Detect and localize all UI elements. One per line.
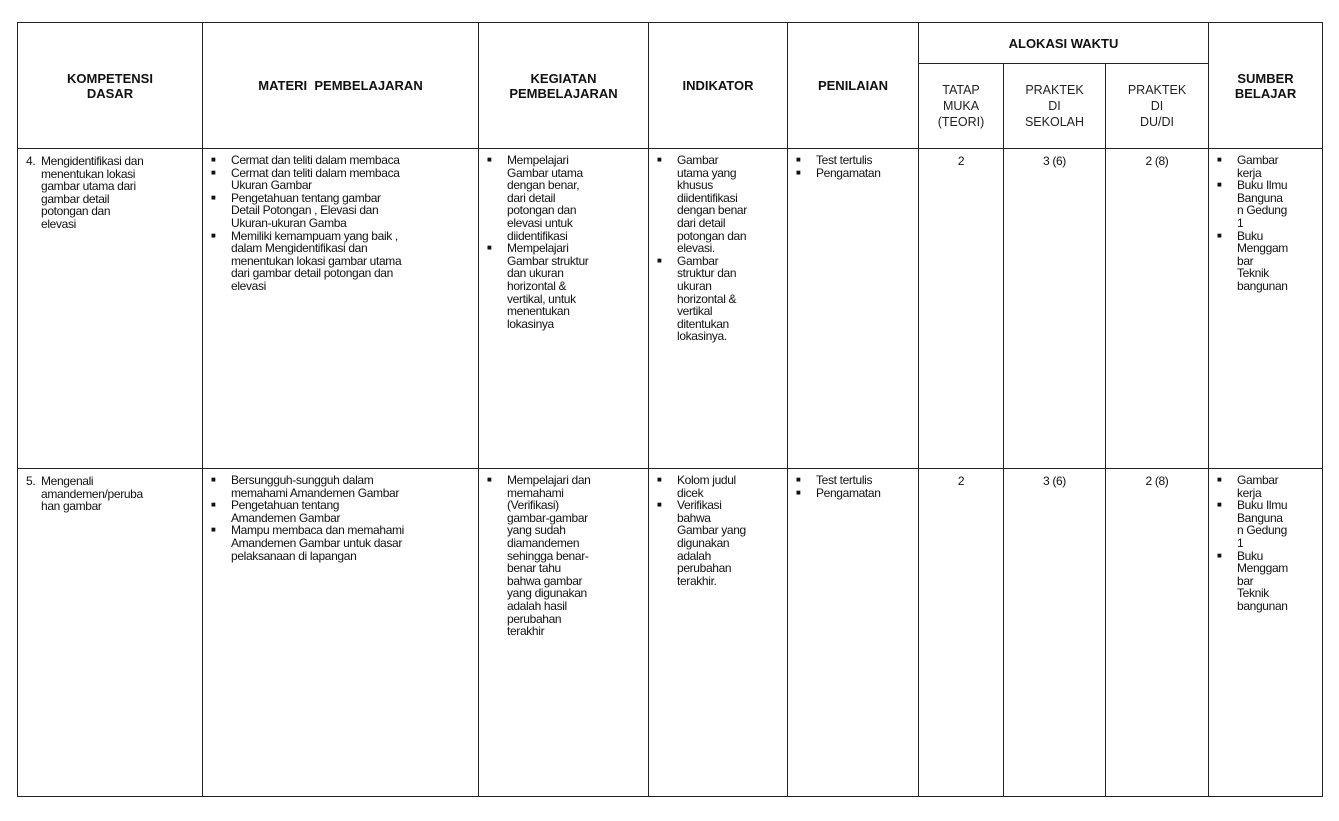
bullet-icon: ■ [657, 475, 662, 484]
indikator-text: Kolom judul dicek [677, 473, 736, 500]
indikator-text: Verifikasi bahwa Gambar yang digunakan adalah perubahan terakhir. [677, 498, 746, 588]
list-item [203, 167, 478, 192]
bullet-icon: ■ [796, 487, 801, 497]
header-kegiatan-pembelajaran: KEGIATAN PEMBELAJARAN [479, 23, 649, 149]
bullet-icon: ■ [657, 255, 662, 265]
materi-text: Cermat dan teliti dalam membaca Ukuran Gambar [231, 165, 400, 193]
bullet-icon: ■ [657, 500, 662, 510]
bullet-icon: ■ [211, 192, 216, 202]
kegiatan-cell [479, 149, 649, 469]
sumber-list [1209, 149, 1322, 293]
sumber-text: Buku Menggam bar Teknik bangunan [1237, 548, 1288, 613]
indikator-list [649, 469, 787, 587]
bullet-icon: ■ [487, 475, 492, 484]
list-item [1209, 230, 1322, 293]
list-item [203, 230, 478, 293]
header-sumber-belajar: SUMBER BELAJAR [1209, 23, 1323, 149]
indikator-text: Gambar struktur dan ukuran horizontal & vertikal ditentukan lokasinya. [677, 253, 737, 344]
header-alokasi-waktu: ALOKASI WAKTU [919, 23, 1209, 64]
kegiatan-text: Mempelajari Gambar utama dengan benar, dari detail potongan dan elevasi untuk diidentifikasi [507, 153, 583, 243]
penilaian-list [788, 149, 918, 179]
syllabus-table [17, 22, 1323, 797]
bullet-icon: ■ [211, 230, 216, 240]
header-indikator: INDIKATOR [649, 23, 788, 149]
bullet-icon: ■ [1217, 500, 1222, 510]
list-item [1209, 154, 1322, 179]
indikator-cell [649, 469, 788, 797]
bullet-icon: ■ [796, 475, 801, 484]
materi-cell [203, 469, 479, 797]
bullet-icon: ■ [1217, 475, 1222, 484]
header-praktek-dudi: PRAKTEK DI DU/DI [1106, 64, 1209, 149]
list-item [1209, 474, 1322, 499]
materi-cell [203, 149, 479, 469]
table-row [18, 149, 1323, 469]
penilaian-text: Pengamatan [816, 165, 881, 180]
bullet-icon: ■ [211, 475, 216, 484]
bullet-icon: ■ [487, 155, 492, 164]
indikator-text: Gambar utama yang khusus diidentifikasi dengan benar dari detail potongan dan elevasi. [677, 153, 747, 256]
bullet-icon: ■ [1217, 230, 1222, 240]
penilaian-text: Pengamatan [816, 485, 881, 500]
sumber-cell [1209, 149, 1323, 469]
kompetensi-text: Mengidentifikasi dan menentukan lokasi gambar utama dari gambar detail potongan dan elevasi [41, 154, 144, 231]
header-penilaian: PENILAIAN [788, 23, 919, 149]
materi-text: Cermat dan teliti dalam membaca [231, 153, 400, 167]
bullet-icon: ■ [211, 155, 216, 164]
bullet-icon: ■ [1217, 180, 1222, 190]
list-item [203, 499, 478, 524]
kegiatan-list [479, 149, 648, 330]
bullet-icon: ■ [1217, 155, 1222, 164]
list-item [649, 154, 787, 255]
table-row [18, 469, 1323, 797]
tatap-muka-value: 2 [919, 469, 1004, 797]
header-kompetensi-dasar: KOMPETENSI DASAR [18, 23, 203, 149]
materi-text: Pengetahuan tentang gambar Detail Potongan , Elevasi dan Ukuran-ukuran Gamba [231, 190, 381, 230]
list-item [1209, 550, 1322, 613]
praktek-dudi-value: 2 (8) [1106, 469, 1209, 797]
kompetensi-number: 4. [26, 154, 36, 168]
list-item [1209, 499, 1322, 549]
list-item [479, 242, 648, 330]
list-item [788, 487, 918, 500]
kompetensi-item [18, 149, 202, 231]
list-item [479, 154, 648, 242]
header-praktek-sekolah: PRAKTEK DI SEKOLAH [1004, 64, 1106, 149]
kegiatan-list [479, 469, 648, 638]
materi-text: Pengetahuan tentang Amandemen Gambar [231, 498, 341, 525]
praktek-dudi-value: 2 (8) [1106, 149, 1209, 469]
list-item [649, 255, 787, 343]
praktek-sekolah-value: 3 (6) [1004, 469, 1106, 797]
materi-list [203, 149, 478, 293]
bullet-icon: ■ [211, 167, 216, 177]
bullet-icon: ■ [796, 167, 801, 177]
kegiatan-cell [479, 469, 649, 797]
sumber-cell [1209, 469, 1323, 797]
bullet-icon: ■ [211, 525, 216, 535]
bullet-icon: ■ [487, 243, 492, 253]
tatap-muka-value: 2 [919, 149, 1004, 469]
penilaian-cell [788, 149, 919, 469]
bullet-icon: ■ [796, 155, 801, 164]
materi-text: Memiliki kemampuam yang baik , dalam Mengidentifikasi dan menentukan lokasi gambar utama dari gambar detail potongan dan elevasi [231, 228, 402, 293]
bullet-icon: ■ [211, 500, 216, 510]
materi-list [203, 469, 478, 562]
praktek-sekolah-value: 3 (6) [1004, 149, 1106, 469]
sumber-list [1209, 469, 1322, 613]
bullet-icon: ■ [657, 155, 662, 164]
indikator-cell [649, 149, 788, 469]
sumber-text: Buku Menggam bar Teknik bangunan [1237, 228, 1288, 293]
list-item [1209, 179, 1322, 229]
header-materi-pembelajaran: MATERI PEMBELAJARAN [203, 23, 479, 149]
penilaian-cell [788, 469, 919, 797]
list-item [649, 474, 787, 499]
materi-text: Mampu membaca dan memahami Amandemen Gambar untuk dasar pelaksanaan di lapangan [231, 523, 404, 563]
list-item [649, 499, 787, 587]
kompetensi-number: 5. [26, 474, 36, 488]
sumber-text: Gambar kerja [1237, 153, 1279, 180]
sumber-text: Buku Ilmu Banguna n Gedung 1 [1237, 498, 1288, 550]
kompetensi-cell [18, 149, 203, 469]
bullet-icon: ■ [1217, 550, 1222, 560]
list-item [203, 524, 478, 562]
list-item [788, 167, 918, 180]
materi-text: Bersungguh-sungguh dalam memahami Amandemen Gambar [231, 473, 399, 500]
header-tatap-muka: TATAP MUKA (TEORI) [919, 64, 1004, 149]
indikator-list [649, 149, 787, 343]
kegiatan-text: Mempelajari dan memahami (Verifikasi) gambar-gambar yang sudah diamandemen sehingga benar- benar tahu bahwa gambar yang digunakan adalah hasil perubahan terakhir [507, 473, 591, 639]
kompetensi-cell [18, 469, 203, 797]
list-item [203, 474, 478, 499]
penilaian-text: Test tertulis [816, 153, 873, 167]
sumber-text: Gambar kerja [1237, 473, 1279, 500]
penilaian-text: Test tertulis [816, 473, 873, 487]
kompetensi-text: Mengenali amandemen/peruba han gambar [41, 474, 143, 514]
list-item [479, 474, 648, 638]
list-item [203, 192, 478, 230]
sumber-text: Buku Ilmu Banguna n Gedung 1 [1237, 178, 1288, 230]
kegiatan-text: Mempelajari Gambar struktur dan ukuran horizontal & vertikal, untuk menentukan lokasinya [507, 241, 589, 331]
penilaian-list [788, 469, 918, 499]
kompetensi-item [18, 469, 202, 513]
